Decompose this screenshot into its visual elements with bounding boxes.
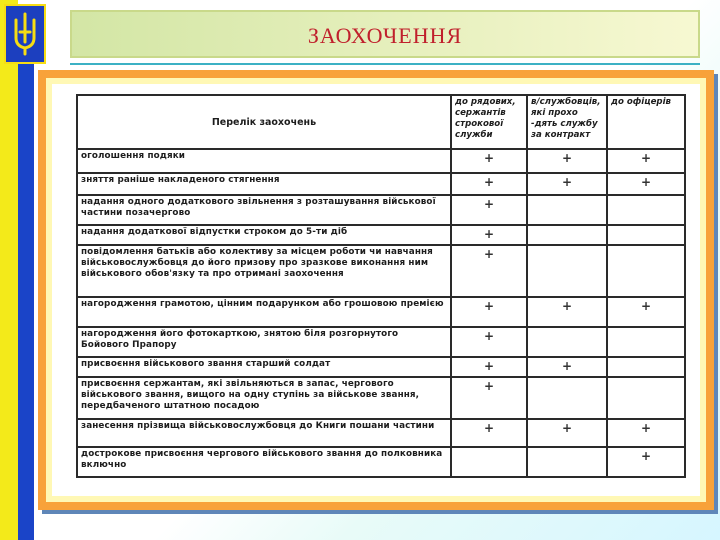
table-row: [77, 357, 685, 377]
table-header-row: [77, 95, 685, 149]
left-yellow-stripe: [0, 0, 18, 540]
row-label: присвоєння військового звання старший солдат: [77, 357, 451, 377]
row-mark-soldiers: +: [451, 327, 527, 357]
table-frame: [38, 70, 714, 510]
row-label: нагородження його фотокарткою, знятою біля розгорнутого Бойового Прапору: [77, 327, 451, 357]
row-label: дострокове присвоєння чергового військового звання до полковника включно: [77, 447, 451, 477]
row-mark-soldiers: +: [451, 245, 527, 297]
row-label: повідомлення батьків або колективу за місцем роботи чи навчання військовослужбовця до його призову про зразкове виконання ним військового обов'язку та про отримані заохочення: [77, 245, 451, 297]
row-mark-contract: +: [527, 357, 607, 377]
table-row: [77, 377, 685, 419]
table-frame-inner: [46, 78, 706, 502]
row-mark-soldiers: +: [451, 419, 527, 447]
table-row: [77, 419, 685, 447]
row-mark-officers: +: [607, 173, 685, 195]
row-label: зняття раніше накладеного стягнення: [77, 173, 451, 195]
row-mark-officers: [607, 195, 685, 225]
table-row: [77, 195, 685, 225]
header-col-contract: в/службовців, які прохо -дять службу за контракт: [527, 95, 607, 149]
table-row: [77, 327, 685, 357]
row-mark-contract: [527, 327, 607, 357]
row-mark-officers: [607, 225, 685, 245]
row-mark-soldiers: +: [451, 297, 527, 327]
row-mark-contract: +: [527, 149, 607, 173]
row-mark-officers: [607, 245, 685, 297]
title-underline: [70, 63, 700, 65]
left-blue-band: [18, 64, 34, 540]
row-mark-soldiers: +: [451, 357, 527, 377]
row-label: оголошення подяки: [77, 149, 451, 173]
scanned-table-sheet: [52, 84, 700, 496]
row-mark-contract: [527, 377, 607, 419]
header-col-soldiers: до рядових, сержантів строкової служби: [451, 95, 527, 149]
row-mark-contract: +: [527, 173, 607, 195]
row-mark-officers: +: [607, 447, 685, 477]
row-mark-officers: [607, 377, 685, 419]
row-mark-soldiers: +: [451, 173, 527, 195]
row-label: надання одного додаткового звільнення з розташування військової частини позачергово: [77, 195, 451, 225]
row-mark-contract: [527, 245, 607, 297]
row-mark-soldiers: +: [451, 149, 527, 173]
row-mark-officers: +: [607, 149, 685, 173]
row-mark-officers: [607, 327, 685, 357]
row-label: нагородження грамотою, цінним подарунком або грошовою премією: [77, 297, 451, 327]
header-incentives-list: Перелік заохочень: [77, 95, 451, 149]
row-mark-soldiers: +: [451, 225, 527, 245]
table-row: [77, 225, 685, 245]
row-mark-contract: [527, 195, 607, 225]
row-mark-contract: +: [527, 297, 607, 327]
table-row: [77, 245, 685, 297]
row-mark-contract: [527, 225, 607, 245]
row-label: надання додаткової відпустки строком до 5-ти діб: [77, 225, 451, 245]
row-mark-contract: [527, 447, 607, 477]
row-mark-officers: +: [607, 419, 685, 447]
row-label: занесення прізвища військовослужбовця до Книги пошани частини: [77, 419, 451, 447]
title-banner: [70, 10, 700, 58]
table-row: [77, 173, 685, 195]
header-col-officers: до офіцерів: [607, 95, 685, 149]
row-mark-officers: +: [607, 297, 685, 327]
row-mark-soldiers: +: [451, 195, 527, 225]
row-label: присвоєння сержантам, які звільняються в запас, чергового військового звання, вищого на одну ступінь за військове звання, передбаченого штатною посадою: [77, 377, 451, 419]
table-row: [77, 447, 685, 477]
trident-emblem-icon: [4, 4, 46, 64]
row-mark-soldiers: +: [451, 377, 527, 419]
row-mark-contract: +: [527, 419, 607, 447]
row-mark-officers: [607, 357, 685, 377]
incentives-table: [76, 94, 686, 478]
table-row: [77, 149, 685, 173]
slide-title: ЗАОХОЧЕННЯ: [307, 23, 463, 48]
table-row: [77, 297, 685, 327]
row-mark-soldiers: [451, 447, 527, 477]
